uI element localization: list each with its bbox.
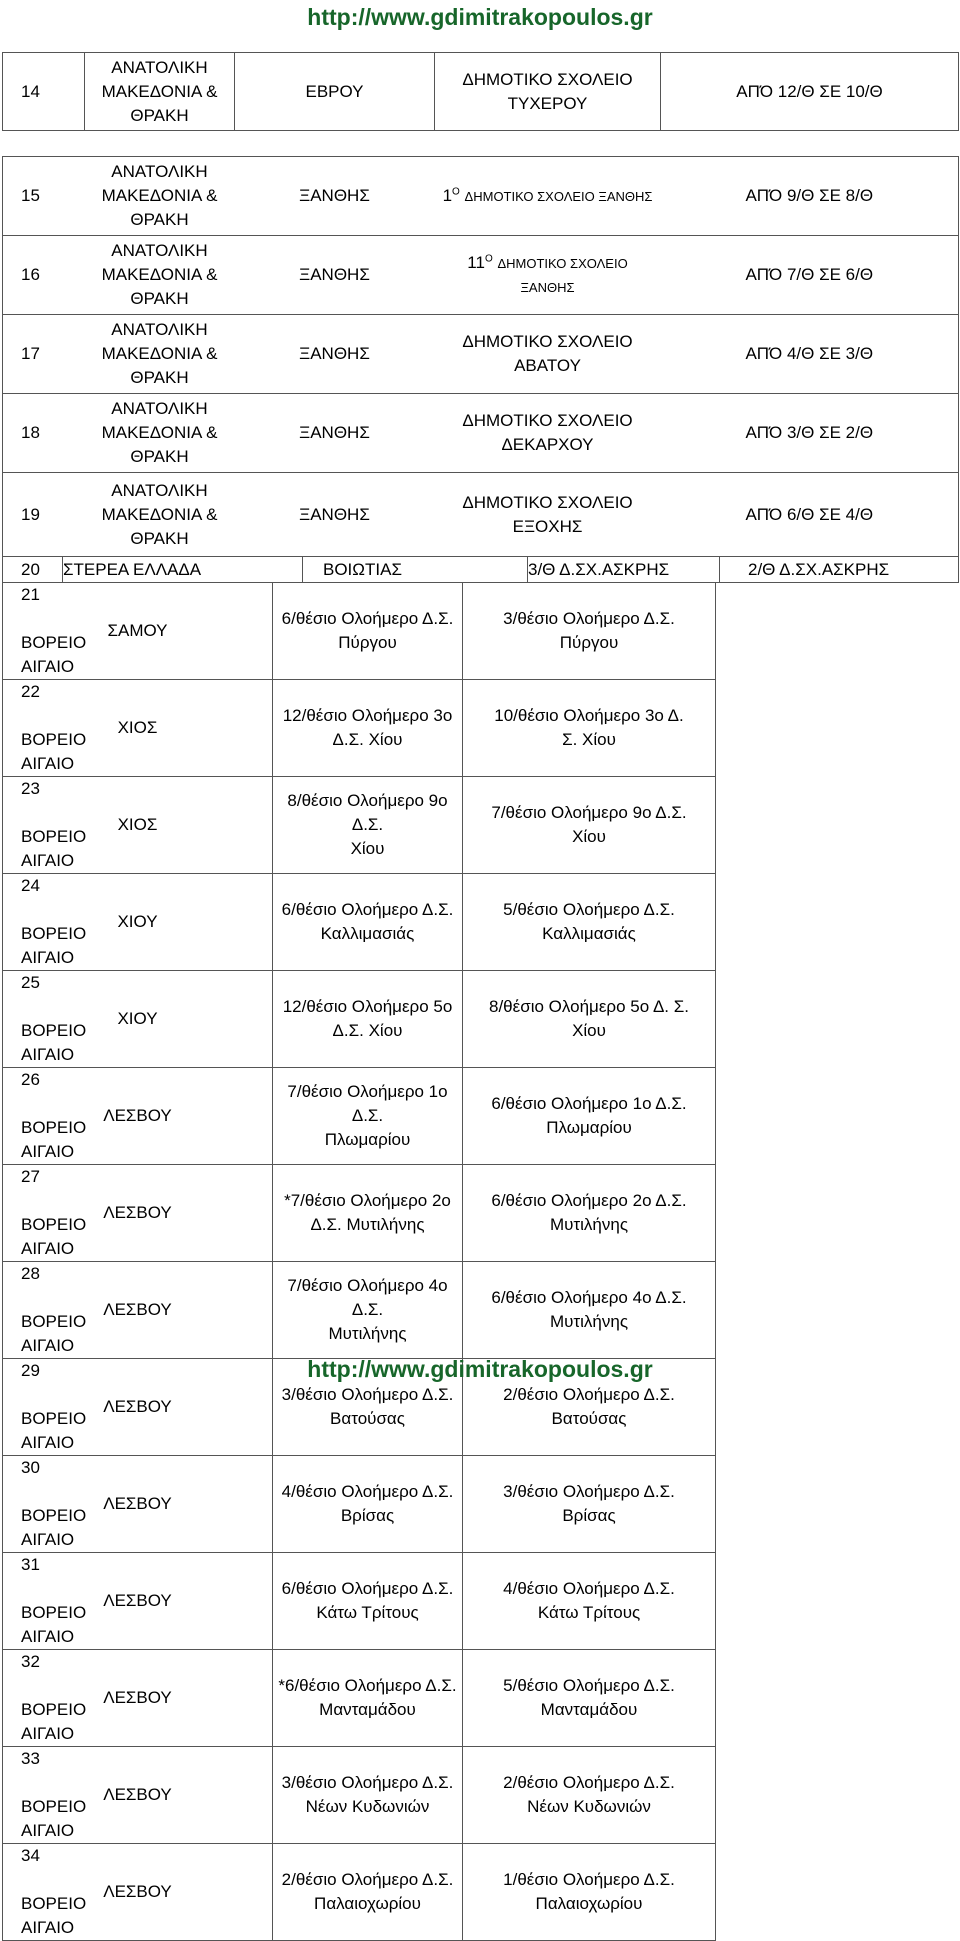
region-line: ΜΑΚΕΔΟΝΙΑ & — [101, 504, 218, 524]
from-cell — [273, 1650, 463, 1747]
region-line: ΑΝΑΤΟΛΙΚΗ — [111, 320, 208, 339]
to-line: Καλλιμασιάς — [542, 924, 636, 943]
change-cell: ΑΠΌ 4/Θ ΣΕ 3/Θ — [661, 315, 959, 394]
prefecture-cell: ΛΕΣΒΟΥ — [3, 1359, 273, 1456]
table-row — [3, 680, 959, 777]
table-section-evros — [2, 52, 959, 131]
school-number: 11 — [467, 252, 485, 272]
region-name: ΒΟΡΕΙΟ ΑΙΓΑΙΟ — [21, 1409, 87, 1452]
region-line: ΑΝΑΤΟΛΙΚΗ — [111, 480, 208, 500]
row-number: 25 — [21, 973, 40, 992]
prefecture-cell: ΛΕΣΒΟΥ — [3, 1456, 273, 1553]
row-number: 34 — [21, 1846, 40, 1865]
to-line: 2/θέσιο Ολοήμερο Δ.Σ. — [503, 1385, 675, 1404]
region-name: ΒΟΡΕΙΟ ΑΙΓΑΙΟ — [21, 1215, 87, 1258]
school-line: ΔΕΚΑΡΧΟΥ — [501, 435, 594, 454]
table-row — [3, 1165, 959, 1262]
school-cell — [435, 53, 661, 131]
to-cell: 2/Θ Δ.ΣΧ.ΑΣΚΡΗΣ — [720, 557, 959, 583]
school-cell — [435, 473, 661, 557]
table-row — [3, 1456, 959, 1553]
from-line: 3/θέσιο Ολοήμερο Δ.Σ. — [281, 1773, 454, 1792]
row-number: 31 — [21, 1555, 40, 1574]
to-line: 6/θέσιο Ολοήμερο 2ο Δ.Σ. — [491, 1191, 687, 1210]
change-cell: ΑΠΌ 7/Θ ΣΕ 6/Θ — [661, 236, 959, 315]
from-cell — [273, 1553, 463, 1650]
region-name: ΒΟΡΕΙΟ ΑΙΓΑΙΟ — [21, 1797, 87, 1840]
school-line: ΔΗΜΟΤΙΚΟ ΣΧΟΛΕΙΟ — [462, 411, 633, 430]
region-cell — [85, 53, 235, 131]
region-line: ΑΝΑΤΟΛΙΚΗ — [111, 57, 208, 77]
region-line: ΜΑΚΕΔΟΝΙΑ & — [101, 265, 218, 284]
region-line: ΘΡΑΚΗ — [130, 289, 189, 308]
to-cell — [463, 1068, 716, 1165]
from-line: 8/θέσιο Ολοήμερο 9ο Δ.Σ. — [287, 791, 448, 834]
from-cell — [273, 971, 463, 1068]
row-number: 24 — [21, 876, 40, 895]
school-line: ΤΥΧΕΡΟΥ — [507, 93, 588, 113]
from-line: Δ.Σ. Μυτιλήνης — [310, 1215, 425, 1234]
prefecture-cell: ΞΑΝΘΗΣ — [235, 315, 435, 394]
from-line: Παλαιοχωρίου — [314, 1894, 421, 1913]
region-cell — [85, 315, 235, 394]
to-cell — [463, 1165, 716, 1262]
to-cell — [463, 971, 716, 1068]
region-line: ΘΡΑΚΗ — [130, 105, 189, 125]
row-number: 16 — [3, 236, 85, 315]
change-cell: ΑΠΌ 9/Θ ΣΕ 8/Θ — [661, 157, 959, 236]
row-number: 32 — [21, 1652, 40, 1671]
from-line: Βατούσας — [330, 1409, 405, 1428]
header-url[interactable]: http://www.gdimitrakopoulos.gr — [307, 4, 653, 30]
from-cell — [273, 777, 463, 874]
from-line: 6/θέσιο Ολοήμερο Δ.Σ. — [281, 900, 454, 919]
from-line: Πλωμαρίου — [324, 1130, 411, 1149]
to-cell — [463, 777, 716, 874]
region-line: ΑΝΑΤΟΛΙΚΗ — [111, 162, 208, 181]
to-cell — [463, 1262, 716, 1359]
to-cell — [463, 1747, 716, 1844]
region-name: ΒΟΡΕΙΟ ΑΙΓΑΙΟ — [21, 1021, 87, 1064]
from-cell — [273, 874, 463, 971]
table-row — [3, 315, 959, 394]
row-number: 33 — [21, 1749, 40, 1768]
to-line: 10/θέσιο Ολοήμερο 3ο Δ. — [494, 706, 684, 725]
to-cell — [463, 1553, 716, 1650]
row-number: 29 — [21, 1361, 40, 1380]
from-line: 7/θέσιο Ολοήμερο 1ο Δ.Σ. — [287, 1082, 448, 1125]
region-line: ΑΝΑΤΟΛΙΚΗ — [111, 399, 208, 418]
from-cell — [273, 1844, 463, 1941]
table-row — [3, 394, 959, 473]
ordinal-sup: Ο — [452, 185, 460, 197]
to-line: 5/θέσιο Ολοήμερο Δ.Σ. — [503, 900, 675, 919]
from-line: 3/θέσιο Ολοήμερο Δ.Σ. — [281, 1385, 454, 1404]
prefecture-cell: ΞΑΝΘΗΣ — [235, 157, 435, 236]
to-line: Παλαιοχωρίου — [535, 1894, 643, 1913]
from-line: Μανταμάδου — [319, 1700, 416, 1719]
table-row — [3, 1747, 959, 1844]
region-name: ΒΟΡΕΙΟ ΑΙΓΑΙΟ — [21, 1506, 87, 1549]
to-line: Μυτιλήνης — [549, 1312, 629, 1331]
from-line: 12/θέσιο Ολοήμερο 5ο — [282, 997, 453, 1016]
to-line: 7/θέσιο Ολοήμερο 9ο Δ.Σ. — [491, 803, 687, 822]
to-line: 6/θέσιο Ολοήμερο 1ο Δ.Σ. — [491, 1094, 687, 1113]
prefecture-cell: ΣΑΜΟΥ — [3, 583, 273, 680]
row-number: 28 — [21, 1264, 40, 1283]
row-number: 19 — [3, 473, 85, 557]
school-cell — [435, 315, 661, 394]
region-cell — [85, 394, 235, 473]
region-cell — [85, 473, 235, 557]
prefecture-cell: ΛΕΣΒΟΥ — [3, 1747, 273, 1844]
region-line: ΘΡΑΚΗ — [130, 368, 189, 387]
prefecture-cell: ΞΑΝΘΗΣ — [235, 236, 435, 315]
region-line: ΘΡΑΚΗ — [130, 447, 189, 466]
row-number: 21 — [21, 585, 40, 604]
prefecture-cell: ΧΙΟΣ — [3, 777, 273, 874]
from-cell: 3/Θ Δ.ΣΧ.ΑΣΚΡΗΣ — [528, 557, 720, 583]
table-row — [3, 473, 959, 557]
to-cell — [463, 1456, 716, 1553]
from-line: Νέων Κυδωνιών — [305, 1797, 430, 1816]
to-line: Νέων Κυδωνιών — [527, 1797, 651, 1816]
region-cell — [85, 236, 235, 315]
to-cell — [463, 583, 716, 680]
region-line: ΜΑΚΕΔΟΝΙΑ & — [101, 344, 218, 363]
table-row — [3, 1553, 959, 1650]
to-line: Μανταμάδου — [540, 1700, 638, 1719]
region-cell: ΣΤΕΡΕΑ ΕΛΛΑΔΑ — [63, 557, 303, 583]
to-line: 6/θέσιο Ολοήμερο 4ο Δ.Σ. — [491, 1288, 687, 1307]
school-line: ΔΗΜΟΤΙΚΟ ΣΧΟΛΕΙΟ — [462, 332, 633, 351]
school-line: ΑΒΑΤΟΥ — [514, 356, 581, 375]
from-cell — [273, 583, 463, 680]
footer-url[interactable]: http://www.gdimitrakopoulos.gr — [307, 1356, 653, 1382]
prefecture-cell: ΧΙΟΥ — [3, 874, 273, 971]
row-number: 14 — [3, 53, 85, 131]
from-line: 12/θέσιο Ολοήμερο 3ο — [282, 706, 453, 725]
from-line: Πύργου — [338, 633, 397, 652]
prefecture-cell: ΞΑΝΘΗΣ — [235, 473, 435, 557]
to-line: Χίου — [572, 1021, 606, 1040]
school-name: ΔΗΜΟΤΙΚΟ ΣΧΟΛΕΙΟ — [497, 255, 628, 271]
change-cell: ΑΠΌ 6/Θ ΣΕ 4/Θ — [661, 473, 959, 557]
school-name: ΔΗΜΟΤΙΚΟ ΣΧΟΛΕΙΟ ΞΑΝΘΗΣ — [464, 188, 653, 204]
school-cell — [435, 394, 661, 473]
region-line: ΜΑΚΕΔΟΝΙΑ & — [101, 186, 218, 205]
row-number: 18 — [3, 394, 85, 473]
region-line: ΑΝΑΤΟΛΙΚΗ — [111, 241, 208, 260]
to-line: Πύργου — [559, 633, 619, 652]
row-number: 26 — [21, 1070, 40, 1089]
from-line: 7/θέσιο Ολοήμερο 4ο Δ.Σ. — [287, 1276, 448, 1319]
school-cell — [435, 236, 661, 315]
from-cell — [273, 1262, 463, 1359]
table-section-xanthi — [2, 156, 959, 557]
region-name: ΒΟΡΕΙΟ ΑΙΓΑΙΟ — [21, 827, 87, 870]
from-line: 4/θέσιο Ολοήμερο Δ.Σ. — [281, 1482, 454, 1501]
to-line: Βρίσας — [562, 1506, 616, 1525]
from-line: Κάτω Τρίτους — [316, 1603, 419, 1622]
school-line: ΔΗΜΟΤΙΚΟ ΣΧΟΛΕΙΟ — [462, 492, 633, 512]
table-row — [3, 557, 959, 583]
row-number: 30 — [21, 1458, 40, 1477]
to-line: Πλωμαρίου — [546, 1118, 632, 1137]
row-number: 20 — [3, 557, 63, 583]
to-cell — [463, 874, 716, 971]
prefecture-cell: ΛΕΣΒΟΥ — [3, 1068, 273, 1165]
to-line: Μυτιλήνης — [549, 1215, 629, 1234]
row-number: 22 — [21, 682, 40, 701]
region-name: ΒΟΡΕΙΟ ΑΙΓΑΙΟ — [21, 1118, 87, 1161]
table-row — [3, 1650, 959, 1747]
table-row — [3, 157, 959, 236]
table-row — [3, 1068, 959, 1165]
from-cell — [273, 1068, 463, 1165]
prefecture-cell: ΛΕΣΒΟΥ — [3, 1650, 273, 1747]
prefecture-cell: ΧΙΟΣ — [3, 680, 273, 777]
table-section-voiotia — [2, 556, 959, 583]
region-line: ΜΑΚΕΔΟΝΙΑ & — [101, 423, 218, 442]
from-line: Δ.Σ. Χίου — [332, 730, 403, 749]
from-line: 6/θέσιο Ολοήμερο Δ.Σ. — [281, 1579, 454, 1598]
table-row — [3, 777, 959, 874]
school-cell — [435, 157, 661, 236]
prefecture-cell: ΞΑΝΘΗΣ — [235, 394, 435, 473]
prefecture-cell: ΛΕΣΒΟΥ — [3, 1844, 273, 1941]
prefecture-cell: ΛΕΣΒΟΥ — [3, 1553, 273, 1650]
region-line: ΘΡΑΚΗ — [130, 210, 189, 229]
to-line: Σ. Χίου — [562, 730, 616, 749]
to-line: Κάτω Τρίτους — [537, 1603, 641, 1622]
to-line: 4/θέσιο Ολοήμερο Δ.Σ. — [503, 1579, 675, 1598]
change-cell: ΑΠΌ 3/Θ ΣΕ 2/Θ — [661, 394, 959, 473]
table-section-north-aegean — [2, 582, 959, 1941]
table-row — [3, 1262, 959, 1359]
to-cell — [463, 1650, 716, 1747]
to-line: Χίου — [572, 827, 606, 846]
from-cell — [273, 680, 463, 777]
region-cell — [85, 157, 235, 236]
from-line: Βρίσας — [340, 1506, 395, 1525]
region-name: ΒΟΡΕΙΟ ΑΙΓΑΙΟ — [21, 1700, 87, 1743]
from-line: Δ.Σ. Χίου — [332, 1021, 403, 1040]
prefecture-cell: ΛΕΣΒΟΥ — [3, 1262, 273, 1359]
table-row — [3, 236, 959, 315]
school-line: ΞΑΝΘΗΣ — [520, 279, 575, 295]
school-line: ΔΗΜΟΤΙΚΟ ΣΧΟΛΕΙΟ — [462, 69, 633, 89]
row-number: 23 — [21, 779, 40, 798]
prefecture-cell: ΒΟΙΩΤΙΑΣ — [303, 557, 528, 583]
from-line: Καλλιμασιάς — [320, 924, 415, 943]
region-name: ΒΟΡΕΙΟ ΑΙΓΑΙΟ — [21, 633, 87, 676]
region-name: ΒΟΡΕΙΟ ΑΙΓΑΙΟ — [21, 1603, 87, 1646]
to-line: 3/θέσιο Ολοήμερο Δ.Σ. — [503, 609, 675, 628]
school-line: ΕΞΟΧΗΣ — [512, 516, 583, 536]
ordinal-sup: Ο — [484, 252, 493, 264]
region-name: ΒΟΡΕΙΟ ΑΙΓΑΙΟ — [21, 730, 87, 773]
to-line: 1/θέσιο Ολοήμερο Δ.Σ. — [503, 1870, 675, 1889]
row-number: 15 — [3, 157, 85, 236]
region-name: ΒΟΡΕΙΟ ΑΙΓΑΙΟ — [21, 924, 87, 967]
prefecture-cell: ΕΒΡΟΥ — [235, 53, 435, 131]
table-row — [3, 874, 959, 971]
to-line: 5/θέσιο Ολοήμερο Δ.Σ. — [503, 1676, 675, 1695]
from-line: *6/θέσιο Ολοήμερο Δ.Σ. — [278, 1676, 457, 1695]
prefecture-cell: ΧΙΟΥ — [3, 971, 273, 1068]
prefecture-cell: ΛΕΣΒΟΥ — [3, 1165, 273, 1262]
region-line: ΜΑΚΕΔΟΝΙΑ & — [101, 81, 218, 101]
from-cell — [273, 1747, 463, 1844]
from-line: Μυτιλήνης — [328, 1324, 407, 1343]
from-line: *7/θέσιο Ολοήμερο 2ο — [284, 1191, 451, 1210]
from-line: 6/θέσιο Ολοήμερο Δ.Σ. — [281, 609, 454, 628]
from-line: 2/θέσιο Ολοήμερο Δ.Σ. — [281, 1870, 454, 1889]
to-line: Βατούσας — [551, 1409, 627, 1428]
table-row — [3, 1844, 959, 1941]
row-number: 27 — [21, 1167, 40, 1186]
table-row — [3, 971, 959, 1068]
to-cell — [463, 680, 716, 777]
change-cell: ΑΠΌ 12/Θ ΣΕ 10/Θ — [661, 53, 959, 131]
to-line: 2/θέσιο Ολοήμερο Δ.Σ. — [503, 1773, 675, 1792]
aegean-rows — [3, 583, 959, 1941]
school-number: 1 — [442, 185, 453, 205]
region-line: ΘΡΑΚΗ — [130, 528, 189, 548]
to-line: 8/θέσιο Ολοήμερο 5ο Δ. Σ. — [489, 997, 689, 1016]
to-cell — [463, 1844, 716, 1941]
region-name: ΒΟΡΕΙΟ ΑΙΓΑΙΟ — [21, 1312, 87, 1355]
table-row — [3, 53, 959, 131]
from-line: Χίου — [350, 839, 385, 858]
from-cell — [273, 1165, 463, 1262]
region-name: ΒΟΡΕΙΟ ΑΙΓΑΙΟ — [21, 1894, 87, 1937]
from-cell — [273, 1456, 463, 1553]
to-line: 3/θέσιο Ολοήμερο Δ.Σ. — [503, 1482, 675, 1501]
table-row — [3, 583, 959, 680]
row-number: 17 — [3, 315, 85, 394]
